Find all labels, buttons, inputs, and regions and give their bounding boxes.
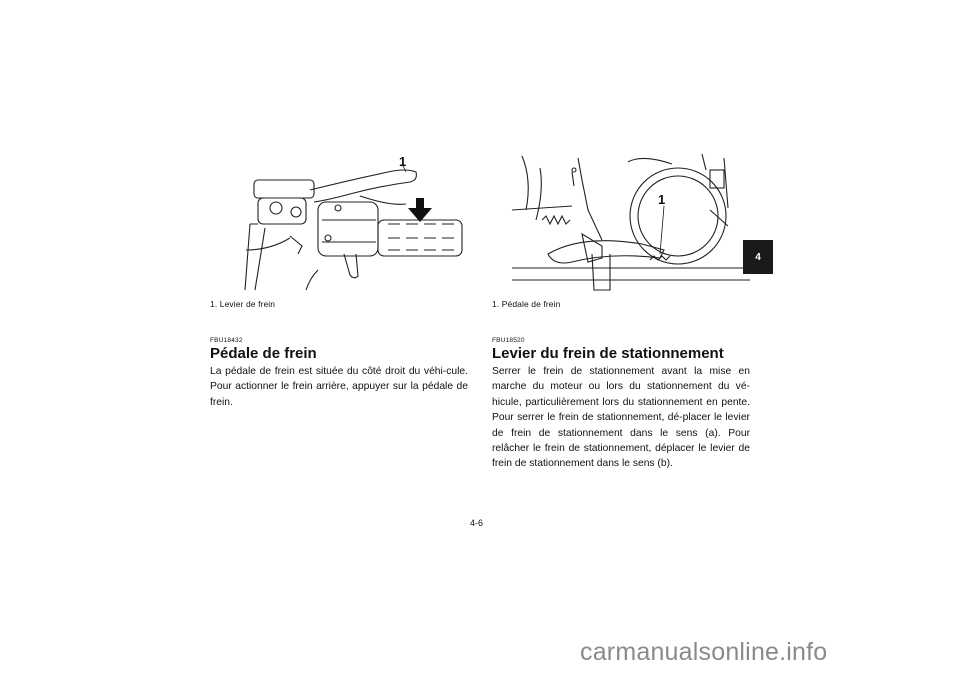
brake-pedal-illustration — [492, 150, 750, 295]
brake-pedal-drawing — [492, 150, 750, 295]
callout-number: 1 — [658, 192, 666, 207]
section-heading: Levier du frein de stationnement — [492, 345, 724, 362]
figure-caption: 1. Pédale de frein — [492, 299, 561, 309]
left-column — [210, 150, 468, 410]
brake-lever-illustration — [210, 150, 468, 295]
section-code: FBU18520 — [492, 337, 525, 344]
section-body: La pédale de frein est située du côté droit du véhi-cule. Pour actionner le frein arrière, appuyer sur la pédale de frein. — [210, 366, 468, 408]
section-body: Serrer le frein de stationnement avant la mise en marche du moteur ou lors du stationnement du vé-hicule, particulièrement lors du stationnement en pente. Pour serrer le frein de stationnement, dé-placer le levier de frein de stationnement dans le sens (a). Pour relâcher le frein de stationnement, déplacer le levier de frein de stationnement dans le sens (b). — [492, 366, 750, 470]
watermark: carmanualsonline.info — [580, 638, 828, 666]
chapter-tab: 4 — [743, 240, 773, 274]
section-heading: Pédale de frein — [210, 345, 317, 362]
callout-number: 1 — [399, 154, 407, 169]
brake-lever-drawing — [210, 150, 468, 295]
figure-caption: 1. Levier de frein — [210, 299, 276, 309]
section-code: FBU18432 — [210, 337, 243, 344]
page-number: 4-6 — [470, 518, 484, 528]
right-column — [492, 150, 750, 472]
